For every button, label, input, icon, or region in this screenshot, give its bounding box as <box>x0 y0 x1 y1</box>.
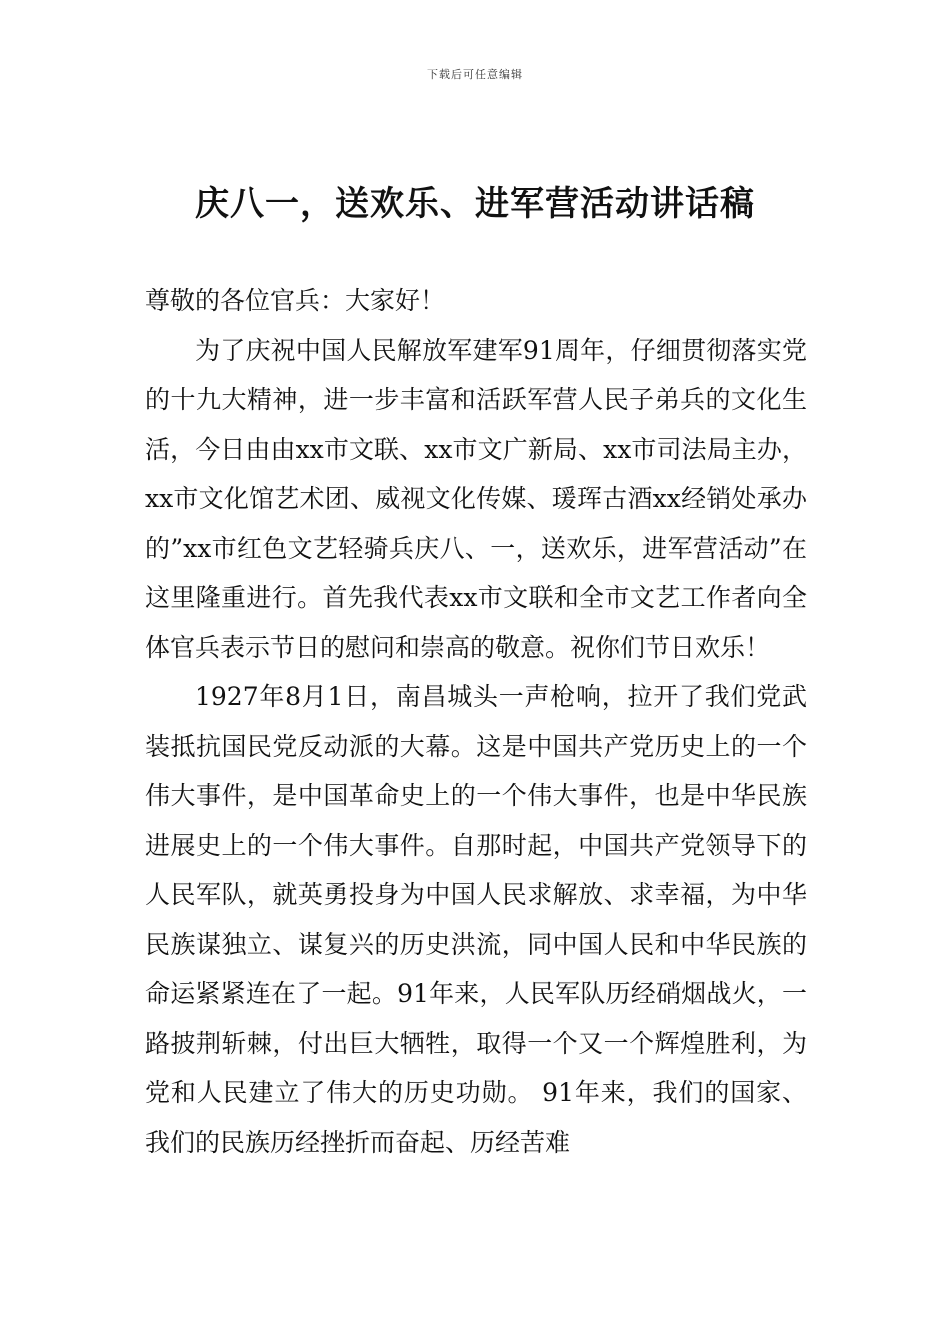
body-paragraph-2: 1927年8月1日，南昌城头一声枪响，拉开了我们党武装抵抗国民党反动派的大幕。这是中国共产党历史上的一个伟大事件，是中国革命史上的一个伟大事件，也是中华民族进展史上的一个伟大事件。自那时起，中国共产党领导下的人民军队，就英勇投身为中国人民求解放、求幸福，为中华民族谋独立、谋复兴的历史洪流，同中国人民和中华民族的命运紧紧连在了一起。91年来，人民军队历经硝烟战火，一路披荆斩棘，付出巨大牺牲，取得一个又一个辉煌胜利，为党和人民建立了伟大的历史功勋。 91年来，我们的国家、我们的民族历经挫折而奋起、历经苦难 <box>145 682 807 1157</box>
document-title: 庆八一，送欢乐、进军营活动讲话稿 <box>195 184 755 224</box>
document-body <box>145 276 807 1167</box>
page-header-note: 下载后可任意编辑 <box>427 68 523 81</box>
greeting-line: 尊敬的各位官兵：大家好！ <box>145 286 446 315</box>
body-paragraph-1: 为了庆祝中国人民解放军建军91周年，仔细贯彻落实党的十九大精神，进一步丰富和活跃军营人民子弟兵的文化生活，今日由由xx市文联、xx市文广新局、xx市司法局主办，xx市文化馆艺术团、威视文化传媒、瑗珲古酒xx经销处承办的”xx市红色文艺轻骑兵庆八、一，送欢乐，进军营活动”在这里隆重进行。首先我代表xx市文联和全市文艺工作者向全体官兵表示节日的慰问和崇高的敬意。祝你们节日欢乐！ <box>145 335 807 662</box>
